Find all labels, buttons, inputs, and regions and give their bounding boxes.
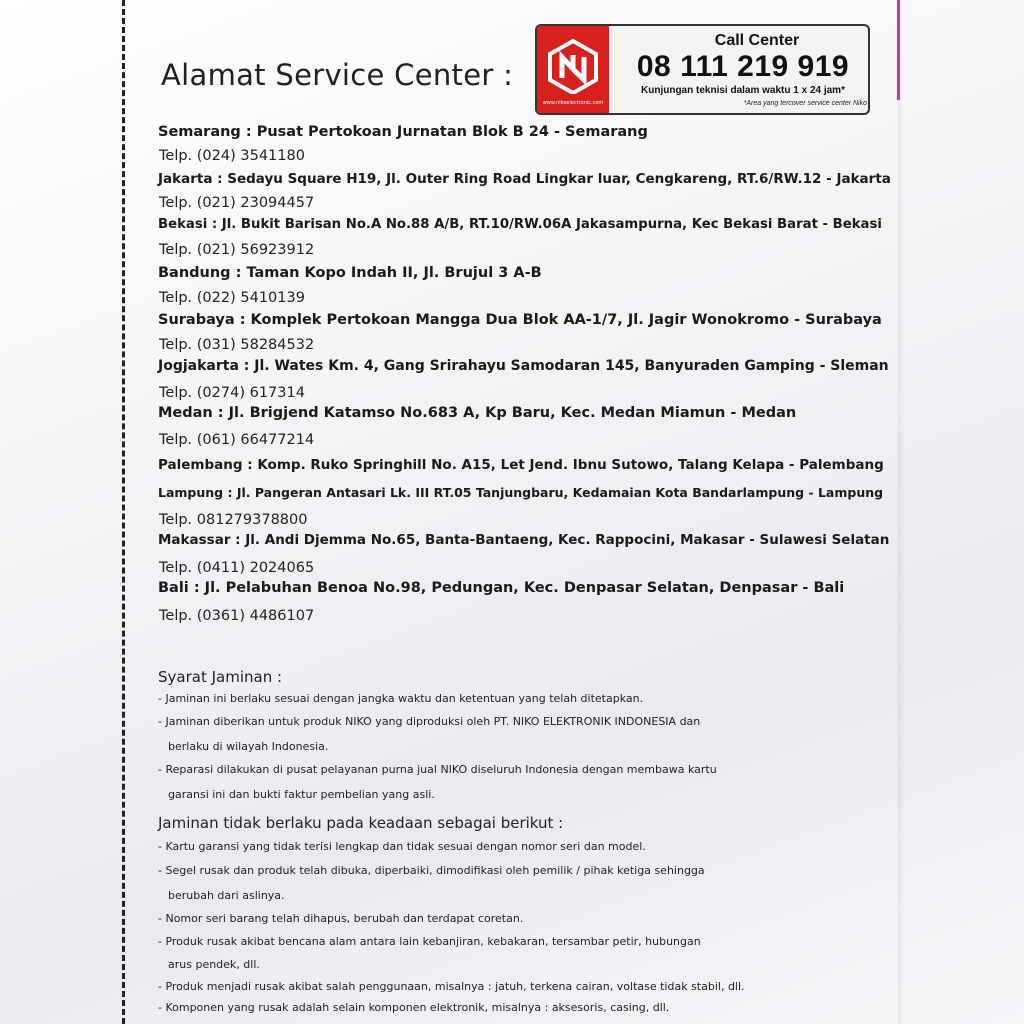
exclusion-line: - Nomor seri barang telah dihapus, berubah dan terdapat coretan. [158,912,524,925]
address-palembang: Palembang : Komp. Ruko Springhill No. A15, Let Jend. Ibnu Sutowo, Talang Kelapa - Palembang [158,457,884,473]
phone-medan: Telp. (061) 66477214 [159,432,315,448]
warranty-term-line: garansi ini dan bukti faktur pembelian yang asli. [168,788,435,801]
cut-line [122,0,125,1024]
exclusion-line: - Kartu garansi yang tidak terisi lengkap dan tidak sesuai dengan nomor seri dan model. [158,840,646,853]
exclusion-line: arus pendek, dll. [168,958,260,971]
address-semarang: Semarang : Pusat Pertokoan Jurnatan Blok B 24 - Semarang [158,124,648,140]
address-lampung: Lampung : Jl. Pangeran Antasari Lk. III RT.05 Tanjungbaru, Kedamaian Kota Bandarlampung - Lampung [158,485,884,500]
technician-visit-text: Kunjungan teknisi dalam waktu 1 x 24 jam* [641,85,845,96]
brand-logo [537,26,609,113]
page-edge-shadow [898,100,904,1024]
warranty-term-line: - Reparasi dilakukan di pusat pelayanan purna jual NIKO diseluruh Indonesia dengan membawa kartu [158,763,717,776]
exclusion-line: - Produk rusak akibat bencana alam antara lain kebanjiran, kebakaran, tersambar petir, hubungan [158,935,701,948]
page-title: Alamat Service Center : [161,58,514,92]
exclusion-line: berubah dari aslinya. [168,889,285,902]
niko-logo-icon [545,38,601,94]
warranty-term-line: - Jaminan diberikan untuk produk NIKO yang diproduksi oleh PT. NIKO ELEKTRONIK INDONESIA dan [158,715,701,728]
address-jogjakarta: Jogjakarta : Jl. Wates Km. 4, Gang Srirahayu Samodaran 145, Banyuraden Gamping - Sleman [158,358,889,374]
warranty-exclusions-heading: Jaminan tidak berlaku pada keadaan sebagai berikut : [158,814,564,832]
warranty-term-line: berlaku di wilayah Indonesia. [168,740,329,753]
call-center-label: Call Center [714,32,800,49]
address-surabaya: Surabaya : Komplek Pertokoan Mangga Dua Blok AA-1/7, Jl. Jagir Wonokromo - Surabaya [158,312,882,328]
phone-jogjakarta: Telp. (0274) 617314 [159,385,305,401]
address-bali: Bali : Jl. Pelabuhan Benoa No.98, Pedungan, Kec. Denpasar Selatan, Denpasar - Bali [158,580,845,596]
address-makassar: Makassar : Jl. Andi Djemma No.65, Banta-Bantaeng, Kec. Rappocini, Makasar - Sulawesi Selatan [158,532,890,548]
exclusion-line: - Segel rusak dan produk telah dibuka, diperbaiki, dimodifikasi oleh pemilik / pihak ketiga sehingga [158,864,705,877]
phone-lampung: Telp. 081279378800 [159,512,308,528]
address-jakarta: Jakarta : Sedayu Square H19, Jl. Outer Ring Road Lingkar luar, Cengkareng, RT.6/RW.12 - Jakarta [158,171,891,187]
logo-url: www.nikoelectronic.com [542,100,604,106]
phone-bandung: Telp. (022) 5410139 [159,290,305,306]
coverage-note: *Area yang tercover service center Niko [743,100,867,107]
warranty-term-line: - Jaminan ini berlaku sesuai dengan jangka waktu dan ketentuan yang telah ditetapkan. [158,692,644,705]
address-medan: Medan : Jl. Brigjend Katamso No.683 A, Kp Baru, Kec. Medan Miamun - Medan [158,405,797,421]
exclusion-line: - Produk menjadi rusak akibat salah penggunaan, misalnya : jatuh, terkena cairan, voltase tidak stabil, dll. [158,980,745,993]
call-center-number: 08 111 219 919 [636,50,850,83]
warranty-terms-heading: Syarat Jaminan : [158,668,283,686]
phone-surabaya: Telp. (031) 58284532 [159,337,315,353]
call-center-box [535,24,870,115]
phone-makassar: Telp. (0411) 2024065 [159,560,315,576]
phone-bekasi: Telp. (021) 56923912 [159,242,315,258]
address-bandung: Bandung : Taman Kopo Indah II, Jl. Brujul 3 A-B [158,265,542,281]
phone-semarang: Telp. (024) 3541180 [159,148,305,164]
address-bekasi: Bekasi : Jl. Bukit Barisan No.A No.88 A/B, RT.10/RW.06A Jakasampurna, Kec Bekasi Barat - Bekasi [158,217,882,232]
exclusion-line: - Komponen yang rusak adalah selain komponen elektronik, misalnya : aksesoris, casing, dll. [158,1001,670,1014]
phone-bali: Telp. (0361) 4486107 [159,608,315,624]
phone-jakarta: Telp. (021) 23094457 [159,195,315,211]
page-edge-accent [897,0,900,100]
